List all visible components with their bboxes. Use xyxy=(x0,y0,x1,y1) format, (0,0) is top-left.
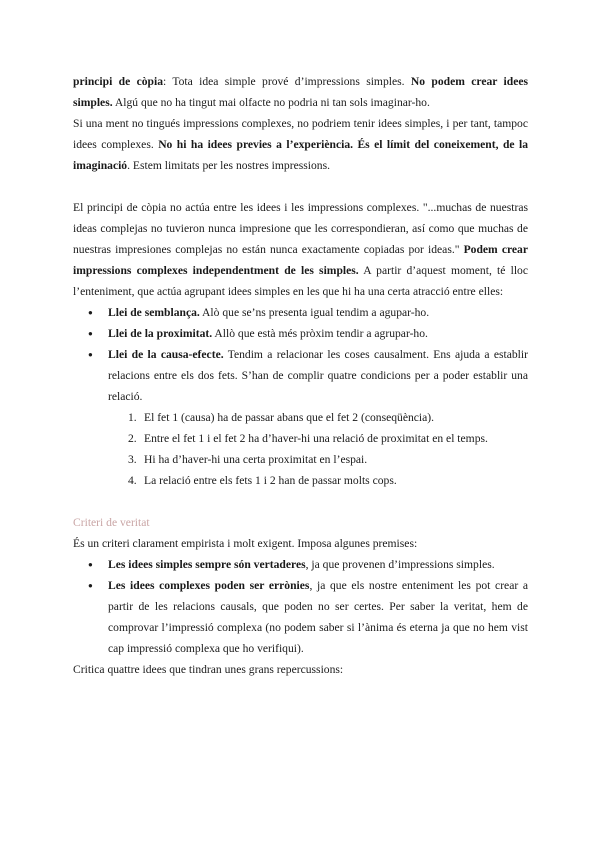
text: : Tota idea simple prové d’impressions simples. xyxy=(163,75,411,88)
list-item xyxy=(73,323,528,344)
criterion-text: , ja que els nostre enteniment les pot crear a partir de les relacions causals, que poden no ser certes. Per saber la veritat, hem de comprovar l’impressió complexa (no podem saber si l’ànima és eterna ja que no hem vist cap impressió complexa que ho verifiqui). xyxy=(108,579,529,655)
criterion-title: Les idees simples sempre són vertaderes xyxy=(108,558,306,571)
list-number: 4. xyxy=(128,474,137,487)
paragraph-understanding xyxy=(73,197,528,302)
text: El principi de còpia no actúa entre les idees i les impressions complexes. "...muchas de nuestras ideas complejas no tuvieron nunca impresione que les correspondieran, así como que muchas de nuestras impresiones complejas no están nunca exactamente copiadas por ideas." xyxy=(73,201,528,256)
bold-text: Podem crear impressions complexes independentment de les simples. xyxy=(73,243,528,277)
laws-list xyxy=(73,302,528,407)
bold-text: No hi ha idees previes a l’experiència. És el límit del coneixement, de la imaginació xyxy=(73,138,528,172)
condition-text: El fet 1 (causa) ha de passar abans que el fet 2 (conseqüència). xyxy=(144,411,435,424)
list-item xyxy=(130,407,528,428)
condition-text: Entre el fet 1 i el fet 2 ha d’haver-hi una relació de proximitat en el temps. xyxy=(144,432,488,445)
bold-text: No podem crear idees simples. xyxy=(73,75,529,109)
criterion-text: , ja que provenen d’impressions simples. xyxy=(305,558,495,571)
text: . Estem limitats per les nostres impressions. xyxy=(127,159,330,172)
section-intro: És un criteri clarament empirista i molt exigent. Imposa algunes premises: xyxy=(73,537,418,550)
paragraph-complex-impressions xyxy=(73,113,528,176)
list-item xyxy=(73,344,528,407)
list-item xyxy=(73,554,528,575)
condition-text: La relació entre els fets 1 i 2 han de passar molts cops. xyxy=(144,474,397,487)
list-item xyxy=(130,428,528,449)
criteria-list xyxy=(73,554,528,659)
list-item xyxy=(73,302,528,323)
list-item xyxy=(130,449,528,470)
list-number: 2. xyxy=(128,432,137,445)
list-number: 3. xyxy=(128,453,137,466)
spacer xyxy=(73,176,528,197)
conditions-list xyxy=(73,407,528,491)
criterion-title: Les idees complexes poden ser errònies xyxy=(108,579,310,592)
list-item xyxy=(73,575,528,659)
law-text: Tendim a relacionar les coses causalment. Ens ajuda a establir relacions entre els dos fets. S’han de complir quatre condicions per a poder establir una relació. xyxy=(108,348,528,403)
section-heading: Criteri de veritat xyxy=(73,516,150,529)
law-title: Llei de la proximitat. xyxy=(108,327,213,340)
law-title: Llei de semblança. xyxy=(108,306,200,319)
law-text: Alò que se’ns presenta igual tendim a agupar-ho. xyxy=(199,306,430,319)
term-copy-principle: principi de còpia xyxy=(73,75,163,88)
condition-text: Hi ha d’haver-hi una certa proximitat en l’espai. xyxy=(144,453,368,466)
list-number: 1. xyxy=(128,411,137,424)
list-item xyxy=(130,470,528,491)
spacer xyxy=(73,491,528,512)
law-title: Llei de la causa-efecte. xyxy=(108,348,224,361)
text: Algú que no ha tingut mai olfacte no podria ni tan sols imaginar-ho. xyxy=(112,96,430,109)
text: A partir d’aquest moment, té lloc l’enteniment, que actúa agrupant idees simples en les que hi ha una certa atracció entre elles: xyxy=(73,264,528,298)
law-text: Allò que està més pròxim tendir a agrupar-ho. xyxy=(212,327,428,340)
closing-paragraph: Critica quattre idees que tindran unes grans repercussions: xyxy=(73,663,344,676)
paragraph-copy-principle xyxy=(73,71,528,113)
text: Si una ment no tingués impressions complexes, no podriem tenir idees simples, i per tant, tampoc idees complexes. xyxy=(73,117,528,151)
